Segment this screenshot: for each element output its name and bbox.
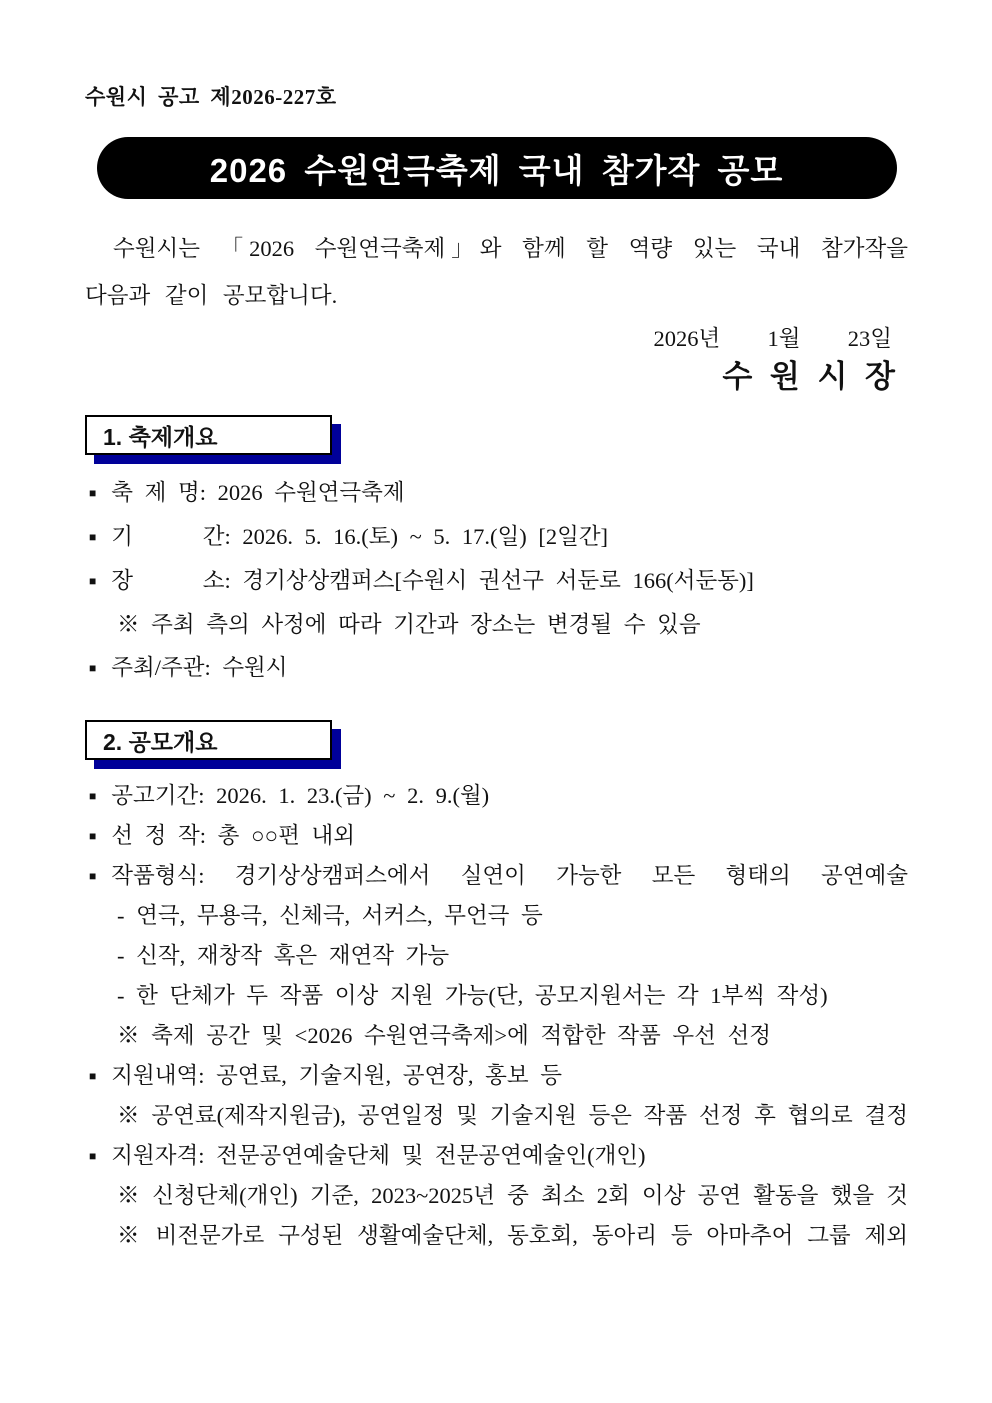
list-item: [85, 856, 908, 896]
list-item-text: 지원자격: 전문공연예술단체 및 전문공연예술인(개인): [111, 1143, 646, 1168]
page-title: 2026 수원연극축제 국내 참가작 공모: [209, 151, 784, 189]
list-item: [85, 559, 908, 603]
list-item: [85, 646, 908, 690]
list-item-text: 공고기간: 2026. 1. 23.(금) ~ 2. 9.(월): [111, 783, 490, 808]
sections: [85, 415, 908, 1256]
section-title: 1. 축제개요: [103, 423, 218, 450]
list-item-text: - 신작, 재창작 혹은 재연작 가능: [117, 943, 450, 968]
list-item-text: 기 간: 2026. 5. 16.(토) ~ 5. 17.(일) [2일간]: [111, 524, 609, 549]
intro-line: 수원시는 「2026 수원연극축제」와 함께 할 역량 있는 국내 참가작을: [113, 236, 908, 261]
list-item-text: - 연극, 무용극, 신체극, 서커스, 무언극 등: [117, 903, 543, 928]
list-item: [85, 1176, 908, 1216]
list-item-text: 주최/주관: 수원시: [111, 655, 288, 680]
list-item-text: ※ 주최 측의 사정에 따라 기간과 장소는 변경될 수 있음: [117, 612, 701, 637]
list-item: [85, 1016, 908, 1056]
list-item: [85, 1136, 908, 1176]
mayor-signature: 수 원 시 장: [722, 359, 896, 394]
section-header: [85, 415, 332, 455]
bullet-square-icon: ■: [89, 1069, 97, 1083]
bullet-square-icon: ■: [89, 829, 97, 843]
title-banner: [97, 137, 897, 199]
list-item: [85, 1056, 908, 1096]
list-item-text: ※ 공연료(제작지원금), 공연일정 및 기술지원 등은 작품 선정 후 협의로 결정: [117, 1103, 908, 1128]
intro-line: 다음과 같이 공모합니다.: [85, 283, 338, 308]
list-item: [85, 976, 908, 1016]
list-item-text: ※ 축제 공간 및 <2026 수원연극축제>에 적합한 작품 우선 선정: [117, 1023, 771, 1048]
list-item: [85, 776, 908, 816]
list-item-text: 작품형식: 경기상상캠퍼스에서 실연이 가능한 모든 형태의 공연예술: [111, 863, 908, 888]
list-item-text: 지원내역: 공연료, 기술지원, 공연장, 홍보 등: [111, 1063, 562, 1088]
list-item: [85, 816, 908, 856]
section-header: [85, 720, 332, 760]
list-item: [85, 471, 908, 515]
section-title: 2. 공모개요: [103, 728, 218, 755]
section-items: [85, 776, 908, 1256]
list-item: [85, 603, 908, 646]
list-item: [85, 896, 908, 936]
section-items: [85, 471, 908, 690]
list-item-text: 장 소: 경기상상캠퍼스[수원시 권선구 서둔로 166(서둔동)]: [111, 568, 754, 593]
section: [85, 415, 908, 690]
list-item: [85, 1216, 908, 1256]
list-item: [85, 936, 908, 976]
list-item-text: 선 정 작: 총 ○○편 내외: [111, 823, 355, 848]
bullet-square-icon: ■: [89, 574, 97, 588]
bullet-square-icon: ■: [89, 869, 97, 883]
bullet-square-icon: ■: [89, 789, 97, 803]
announcement-date: 2026년 1월 23일: [653, 326, 892, 351]
list-item-text: - 한 단체가 두 작품 이상 지원 가능(단, 공모지원서는 각 1부씩 작성): [117, 983, 828, 1008]
list-item: [85, 1096, 908, 1136]
list-item-text: 축 제 명: 2026 수원연극축제: [111, 480, 405, 505]
intro-paragraph: [85, 225, 908, 319]
bullet-square-icon: ■: [89, 486, 97, 500]
list-item-text: ※ 비전문가로 구성된 생활예술단체, 동호회, 동아리 등 아마추어 그룹 제외: [117, 1223, 908, 1248]
bullet-square-icon: ■: [89, 661, 97, 675]
bullet-square-icon: ■: [89, 1149, 97, 1163]
list-item: [85, 515, 908, 559]
section: [85, 720, 908, 1256]
list-item-text: ※ 신청단체(개인) 기준, 2023~2025년 중 최소 2회 이상 공연 활동을 했을 것: [117, 1183, 908, 1208]
notice-number: 수원시 공고 제2026-227호: [85, 85, 337, 109]
bullet-square-icon: ■: [89, 530, 97, 544]
